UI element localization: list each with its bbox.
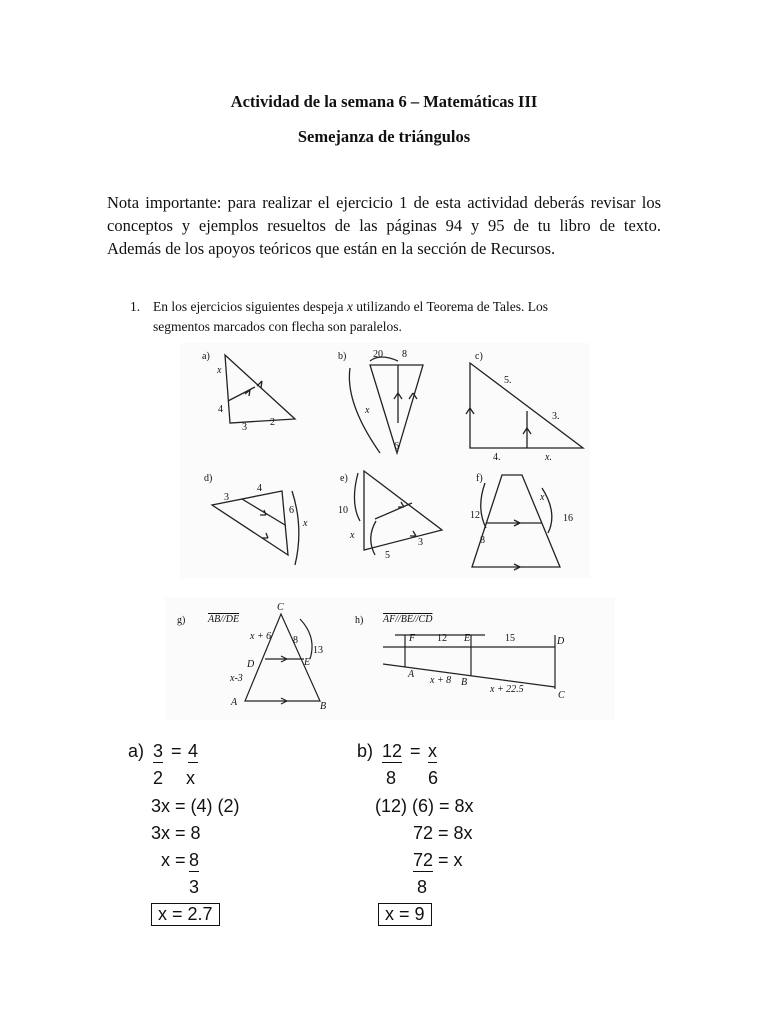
label-a-2: 2 bbox=[270, 417, 275, 428]
exercise-text-line2: segmentos marcados con flecha son paralelos. bbox=[153, 319, 402, 334]
page-title: Actividad de la semana 6 – Matemáticas III bbox=[230, 92, 538, 111]
exercise-number: 1. bbox=[130, 299, 141, 314]
label-h-c: C bbox=[558, 690, 565, 701]
label-g-13: 13 bbox=[313, 645, 323, 656]
solution-b-label: b) bbox=[357, 741, 374, 761]
label-f-8: 8 bbox=[480, 535, 485, 546]
label-d-x: x bbox=[303, 518, 308, 529]
label-g-c: C bbox=[277, 602, 284, 613]
label-a: a) bbox=[202, 351, 210, 362]
label-d: d) bbox=[204, 473, 213, 484]
label-h-15: 15 bbox=[505, 633, 515, 644]
label-g-x3: x-3 bbox=[230, 673, 243, 684]
label-g-d: D bbox=[247, 659, 255, 670]
solution-a-step-3-pre: x = bbox=[161, 850, 191, 870]
solution-b-num-right: x bbox=[428, 741, 437, 761]
solution-b-den-left: 8 bbox=[386, 768, 397, 788]
triangle-figures-a-f bbox=[180, 343, 590, 578]
solution-b-step-3-post: = x bbox=[433, 850, 463, 870]
solution-a-eq-sign: = bbox=[171, 741, 182, 761]
label-h: h) bbox=[355, 615, 364, 626]
label-b-6: 6 bbox=[394, 441, 399, 452]
solution-a-label: a) bbox=[128, 741, 145, 761]
label-h-12: 12 bbox=[437, 633, 447, 644]
solution-b-answer: x = 9 bbox=[378, 903, 432, 926]
exercise-text bbox=[153, 297, 653, 337]
label-f: f) bbox=[476, 473, 483, 484]
note-line-2: conceptos y ejemplos resueltos de las páginas 94 y 95 de tu libro de texto. bbox=[107, 216, 661, 235]
label-g-parallel: AB//DE bbox=[208, 614, 240, 625]
label-g-8: 8 bbox=[293, 635, 298, 646]
label-h-x225: x + 22.5 bbox=[490, 684, 524, 695]
label-g-x6: x + 6 bbox=[250, 631, 272, 642]
solution-a-step-3-den: 3 bbox=[189, 877, 200, 897]
solution-a-step-3-num: 8 bbox=[189, 850, 200, 870]
important-note bbox=[107, 191, 661, 260]
label-e: e) bbox=[340, 473, 348, 484]
solution-a-step-2: 3x = 8 bbox=[151, 823, 201, 843]
label-a-3: 3 bbox=[242, 422, 247, 433]
label-c-x: x. bbox=[545, 452, 552, 463]
note-line-1: Nota importante: para realizar el ejercicio 1 de esta actividad deberás revisar los bbox=[107, 193, 661, 212]
solution-a-step-1: 3x = (4) (2) bbox=[151, 796, 240, 816]
label-c-3: 3. bbox=[552, 411, 560, 422]
page-subtitle: Semejanza de triángulos bbox=[297, 127, 471, 146]
triangle-figures-g-h bbox=[165, 597, 615, 720]
exercise-text-pre: En los ejercicios siguientes despeja bbox=[153, 299, 347, 314]
label-f-16: 16 bbox=[563, 513, 573, 524]
label-c-4: 4. bbox=[493, 452, 501, 463]
label-h-d: D bbox=[557, 636, 565, 647]
label-c-5: 5. bbox=[504, 375, 512, 386]
label-a-x: x bbox=[217, 365, 222, 376]
figure-background bbox=[180, 343, 590, 578]
label-d-3: 3 bbox=[224, 492, 229, 503]
exercise-variable: x bbox=[346, 299, 353, 314]
solution-b-step-3-num: 72 bbox=[413, 850, 434, 870]
label-a-4: 4 bbox=[218, 404, 223, 415]
solution-a-den-left: 2 bbox=[153, 768, 164, 788]
solution-a-answer: x = 2.7 bbox=[151, 903, 220, 926]
label-e-5: 5 bbox=[385, 550, 390, 561]
label-e-3: 3 bbox=[418, 537, 423, 548]
solution-b-step-3-den: 8 bbox=[417, 877, 428, 897]
label-g-a: A bbox=[231, 697, 238, 708]
solution-a-num-right: 4 bbox=[188, 741, 199, 761]
label-b-20: 20 bbox=[373, 349, 383, 360]
label-h-parallel: AF//BE//CD bbox=[383, 614, 433, 625]
label-h-x8: x + 8 bbox=[430, 675, 452, 686]
label-h-b: B bbox=[461, 677, 468, 688]
label-g: g) bbox=[177, 615, 186, 626]
label-b-x: x bbox=[365, 405, 370, 416]
label-e-x: x bbox=[350, 530, 355, 541]
label-d-6: 6 bbox=[289, 505, 294, 516]
label-g-b: B bbox=[320, 701, 327, 712]
note-line-3: Además de los apoyos teóricos que están en la sección de Recursos. bbox=[107, 239, 556, 258]
label-h-f: F bbox=[409, 633, 416, 644]
solution-b-den-right: 6 bbox=[428, 768, 439, 788]
solution-a-num-left: 3 bbox=[153, 741, 164, 761]
label-h-e: E bbox=[464, 633, 471, 644]
solution-b-num-left: 12 bbox=[382, 741, 403, 761]
solution-a-den-right: x bbox=[186, 768, 195, 788]
solution-b-eq-sign: = bbox=[410, 741, 421, 761]
exercise-text-post: utilizando el Teorema de Tales. Los bbox=[352, 299, 549, 314]
solution-b-step-1: (12) (6) = 8x bbox=[375, 796, 474, 816]
label-b-8: 8 bbox=[402, 349, 407, 360]
label-c: c) bbox=[475, 351, 483, 362]
solution-b-step-2: 72 = 8x bbox=[413, 823, 473, 843]
label-e-10: 10 bbox=[338, 505, 348, 516]
label-d-4: 4 bbox=[257, 483, 262, 494]
label-b: b) bbox=[338, 351, 347, 362]
label-g-e: E bbox=[304, 657, 311, 668]
label-f-12: 12 bbox=[470, 510, 480, 521]
label-h-a: A bbox=[408, 669, 415, 680]
label-f-x: x bbox=[540, 492, 545, 503]
